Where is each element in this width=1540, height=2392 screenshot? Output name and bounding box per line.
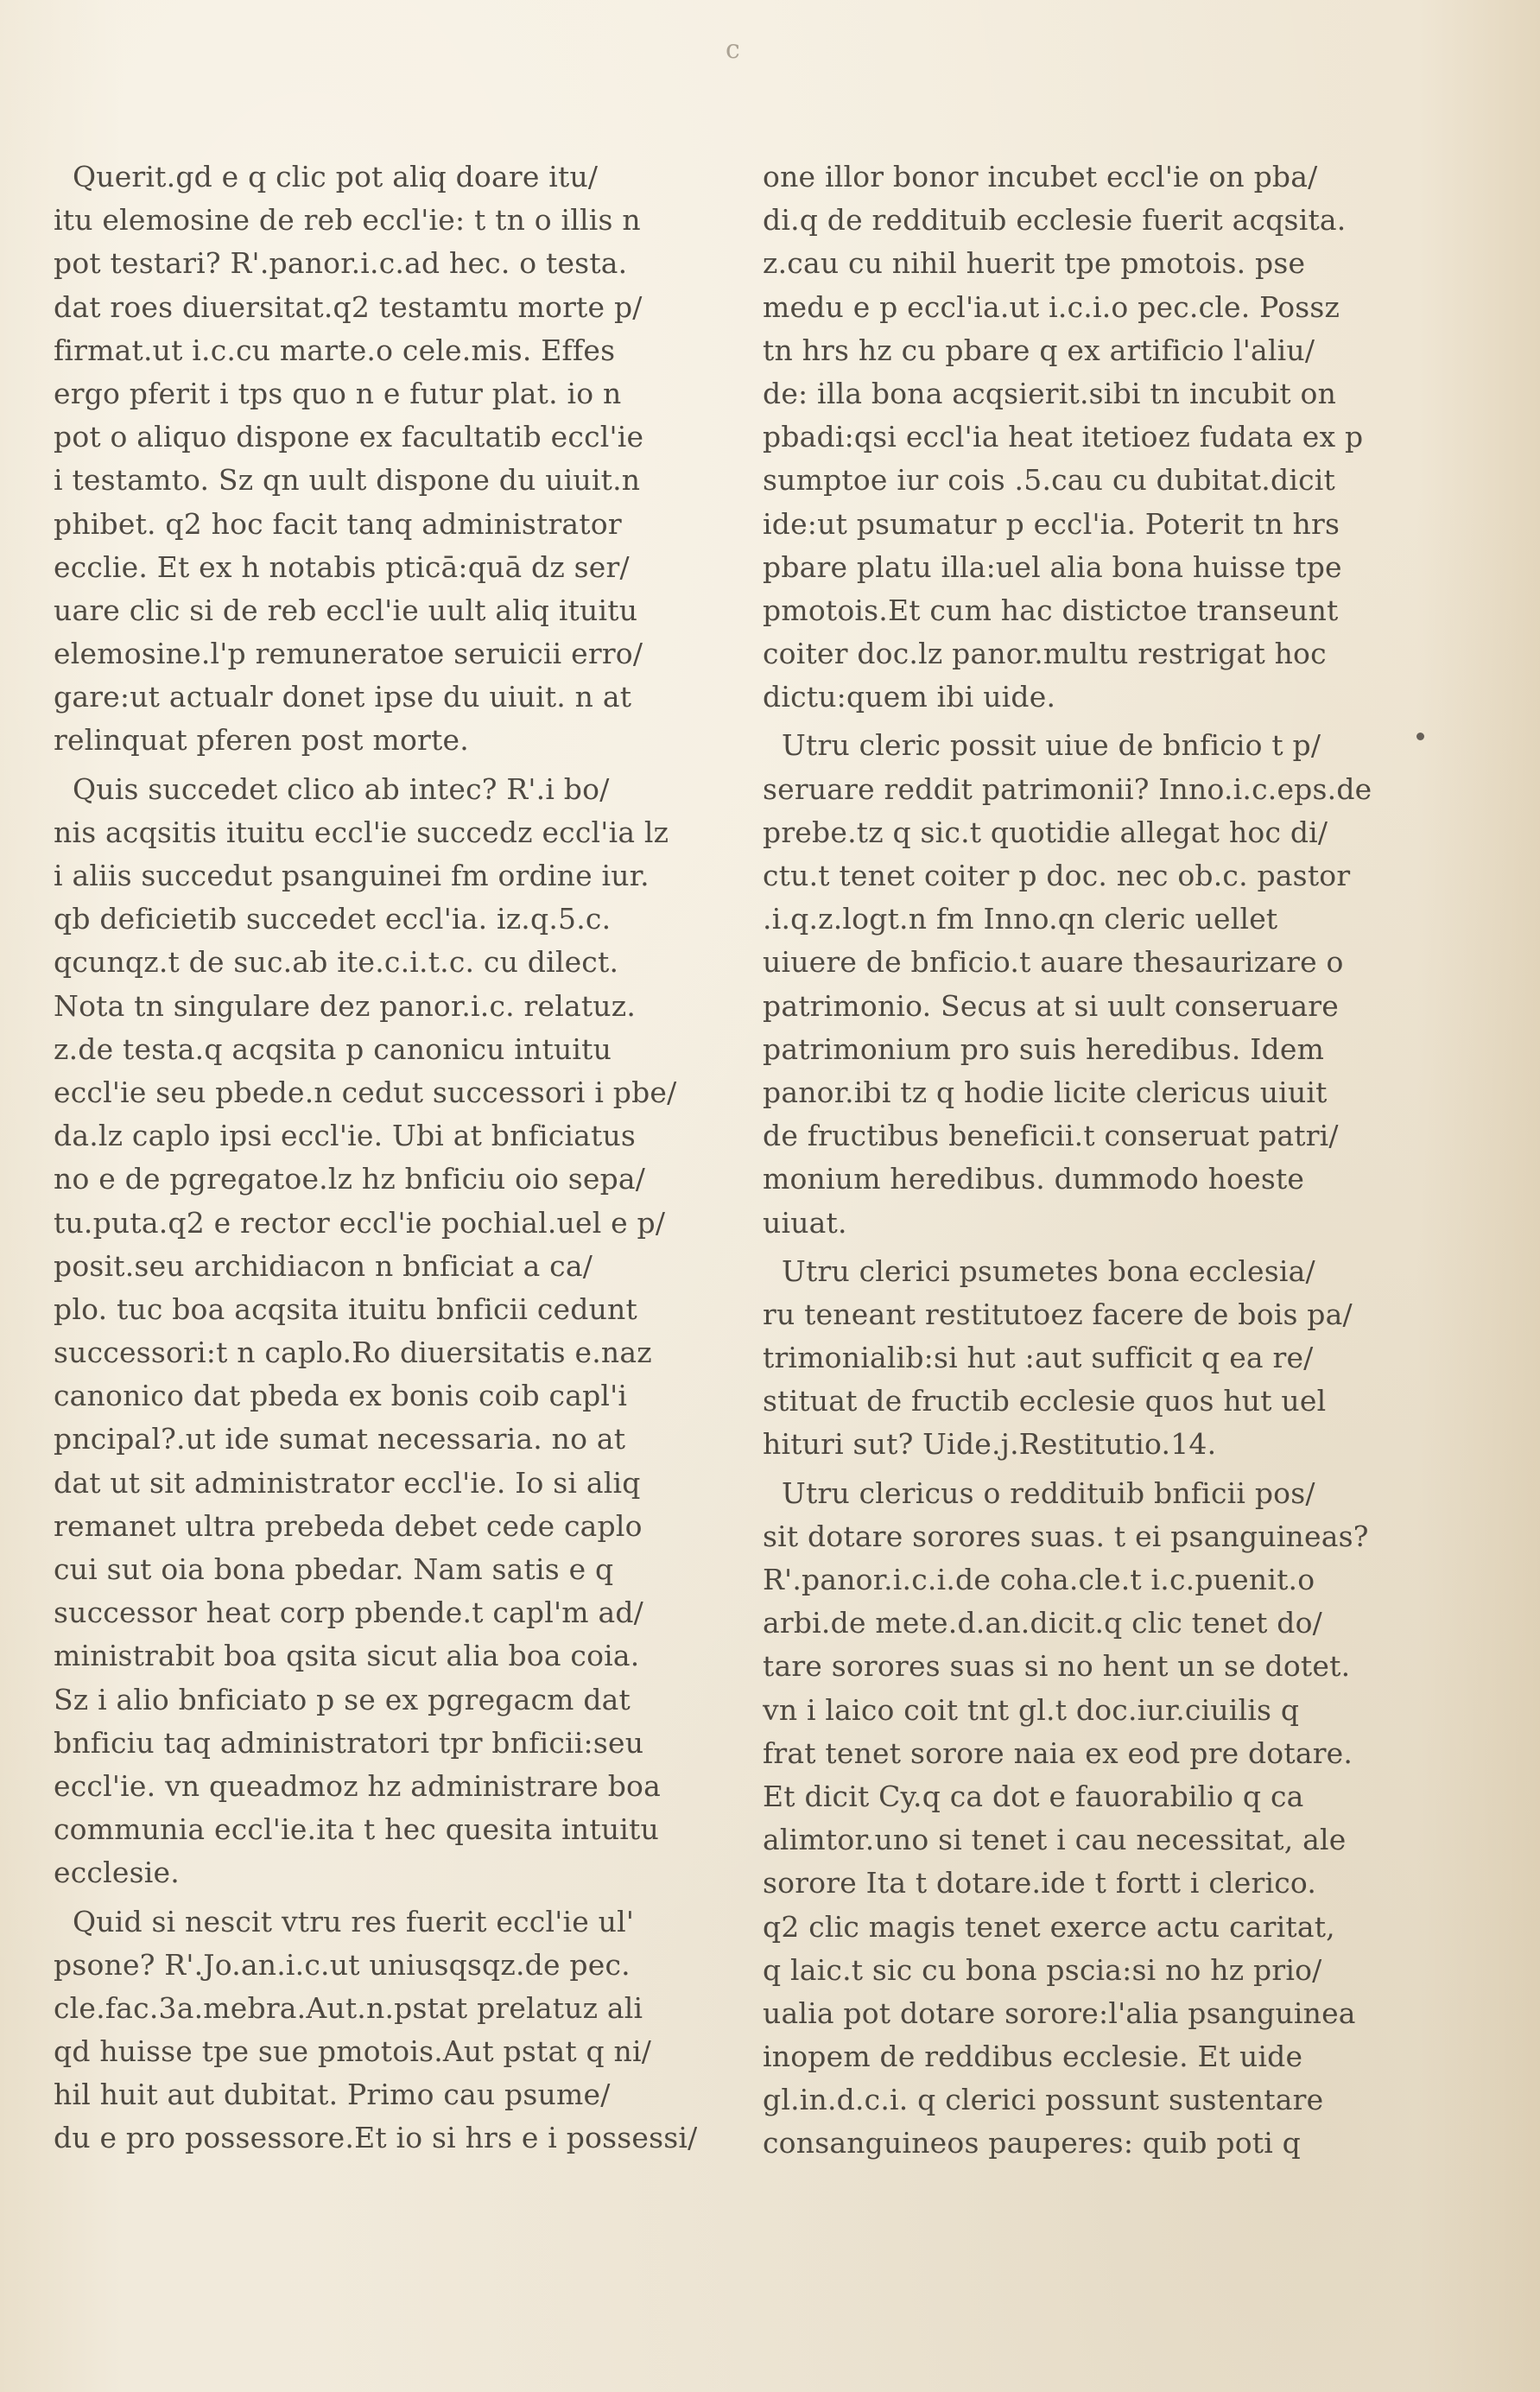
left-column-text-line: qb deficietib succedet eccl'ia. iz.q.5.c. — [54, 902, 612, 936]
right-column-text-line: uiuat. — [763, 1205, 847, 1240]
right-column-text-line: inopem de reddibus ecclesie. Et uide — [763, 2040, 1303, 2074]
right-column-text-line: uiuere de bnficio.t auare thesaurizare o — [763, 945, 1344, 980]
right-column-text-line: q2 clic magis tenet exerce actu caritat, — [763, 1909, 1335, 1944]
right-column-text-line: R'.panor.i.c.i.de coha.cle.t i.c.puenit.o — [763, 1563, 1315, 1596]
left-column-text-line: no e de pgregatoe.lz hz bnficiu oio sepa/ — [54, 1162, 646, 1196]
right-column-text-line: one illor bonor incubet eccl'ie on pba/ — [763, 160, 1318, 194]
right-column-text-line: monium heredibus. dummodo hoeste — [763, 1162, 1305, 1196]
right-column-text-line: pbare platu illa:uel alia bona huisse tpe — [763, 549, 1342, 584]
left-column-text-line: plo. tuc boa acqsita ituitu bnficii cedunt — [54, 1291, 637, 1326]
left-column-text-line: psone? R'.Jo.an.i.c.ut uniusqsqz.de pec. — [54, 1947, 631, 1982]
left-column-text-line: eccl'ie seu pbede.n cedut successori i pbe/ — [54, 1075, 677, 1109]
right-column-text-line: de: illa bona acqsierit.sibi tn incubit on — [763, 376, 1337, 410]
left-column-text-line: du e pro possessore.Et io si hrs e i possessi/ — [54, 2121, 697, 2155]
left-column-text-line: cui sut oia bona pbedar. Nam satis e q — [54, 1552, 614, 1586]
right-column-text-line: ctu.t tenet coiter p doc. nec ob.c. pastor — [763, 859, 1351, 892]
left-column-text-line: Nota tn singulare dez panor.i.c. relatuz. — [54, 988, 637, 1023]
left-column-text-line: communia eccl'ie.ita t hec quesita intuitu — [54, 1812, 659, 1847]
right-column-text-line: .i.q.z.logt.n fm Inno.qn cleric uellet — [763, 902, 1278, 936]
right-column-text-line: coiter doc.lz panor.multu restrigat hoc — [763, 637, 1327, 671]
left-column-text-line: dat ut sit administrator eccl'ie. Io si aliq — [54, 1465, 641, 1500]
left-column-text-line: bnficiu taq administratori tpr bnficii:seu — [54, 1725, 644, 1760]
left-column-text-line: ergo pferit i tps quo n e futur plat. io n — [54, 376, 622, 410]
left-column-text-line: Sz i alio bnficiato p se ex pgregacm dat — [54, 1682, 631, 1716]
right-column-text-line: q laic.t sic cu bona pscia:si no hz prio/ — [763, 1952, 1322, 1987]
left-column-text-line: ecclesie. — [54, 1856, 180, 1890]
left-column-text-line: cle.fac.3a.mebra.Aut.n.pstat prelatuz ali — [54, 1990, 643, 2025]
corner-mark: c — [726, 35, 740, 65]
right-column-text-line: frat tenet sorore naia ex eod pre dotare. — [763, 1735, 1353, 1770]
left-column-text-line: canonico dat pbeda ex bonis coib capl'i — [54, 1379, 628, 1413]
left-column-text-line: pncipal?.ut ide sumat necessaria. no at — [54, 1422, 626, 1456]
right-column-text-line: ualia pot dotare sorore:l'alia psanguinea — [763, 1995, 1356, 2030]
right-column-text-line: vn i laico coit tnt gl.t doc.iur.ciuilis q — [763, 1692, 1300, 1727]
right-column-text-line: sumptoe iur cois .5.cau cu dubitat.dicit — [763, 463, 1335, 498]
left-column-text-line: Quid si nescit vtru res fuerit eccl'ie ul' — [73, 1904, 635, 1938]
right-column-text-line: prebe.tz q sic.t quotidie allegat hoc di/ — [763, 815, 1328, 849]
left-text-column — [54, 155, 697, 2160]
right-column-text-line: tare sorores suas si no hent un se dotet. — [763, 1649, 1351, 1684]
right-column-text-line: pbadi:qsi eccl'ia heat itetioez fudata ex p — [763, 420, 1364, 454]
left-column-text-line: Querit.gd e q clic pot aliq doare itu/ — [73, 160, 599, 194]
left-column-text-line: posit.seu archidiacon n bnficiat a ca/ — [54, 1248, 593, 1283]
right-column-text-line: stituat de fructib ecclesie quos hut uel — [763, 1384, 1327, 1418]
right-column-text-line: trimonialib:si hut :aut sufficit q ea re/ — [763, 1341, 1314, 1375]
right-column-text-line: hituri sut? Uide.j.Restitutio.14. — [763, 1427, 1217, 1462]
left-column-text-line: remanet ultra prebeda debet cede caplo — [54, 1508, 643, 1543]
left-column-text-line: ecclie. Et ex h notabis pticā:quā dz ser/ — [54, 549, 630, 584]
right-column-text-line: medu e p eccl'ia.ut i.c.i.o pec.cle. Possz — [763, 289, 1340, 324]
left-column-text-line: eccl'ie. vn queadmoz hz administrare boa — [54, 1768, 661, 1803]
left-column-text-line: nis acqsitis ituitu eccl'ie succedz eccl'ia lz — [54, 815, 669, 849]
right-column-text-line: dictu:quem ibi uide. — [763, 680, 1056, 714]
right-column-text-line: sit dotare sorores suas. t ei psanguineas? — [763, 1519, 1369, 1553]
right-column-text-line: Utru clerici psumetes bona ecclesia/ — [782, 1253, 1315, 1288]
left-column-text-line: ministrabit boa qsita sicut alia boa coia. — [54, 1639, 640, 1673]
left-column-text-line: phibet. q2 hoc facit tanq administrator — [54, 506, 622, 541]
left-column-text-line: gare:ut actualr donet ipse du uiuit. n at — [54, 680, 632, 714]
right-column-text-line: sorore Ita t dotare.ide t fortt i clerico. — [763, 1866, 1317, 1900]
right-column-text-line: Et dicit Cy.q ca dot e fauorabilio q ca — [763, 1779, 1304, 1813]
right-column-text-line: patrimonio. Secus at si uult conseruare — [763, 988, 1340, 1023]
left-column-text-line: elemosine.l'p remuneratoe seruicii erro/ — [54, 637, 643, 671]
right-column-text-line: tn hrs hz cu pbare q ex artificio l'aliu/ — [763, 333, 1315, 367]
left-column-text-line: z.de testa.q acqsita p canonicu intuitu — [54, 1031, 612, 1066]
right-text-column — [763, 155, 1406, 2166]
left-column-text-line: dat roes diuersitat.q2 testamtu morte p/ — [54, 289, 643, 324]
left-column-text-line: itu elemosine de reb eccl'ie: t tn o illis n — [54, 203, 641, 238]
left-column-text-line: hil huit aut dubitat. Primo cau psume/ — [54, 2078, 611, 2112]
left-column-text-line: relinquat pferen post morte. — [54, 723, 469, 758]
left-column-text-line: Quis succedet clico ab intec? R'.i bo/ — [73, 771, 610, 806]
right-column-text-line: Utru clericus o reddituib bnficii pos/ — [782, 1475, 1315, 1510]
left-column-text-line: tu.puta.q2 e rector eccl'ie pochial.uel e p/ — [54, 1205, 666, 1240]
left-column-text-line: pot testari? R'.panor.i.c.ad hec. o testa. — [54, 246, 628, 281]
left-column-text-line: successor heat corp pbende.t capl'm ad/ — [54, 1596, 643, 1630]
right-column-text-line: Utru cleric possit uiue de bnficio t p/ — [782, 728, 1321, 763]
right-column-text-line: di.q de reddituib ecclesie fuerit acqsita. — [763, 203, 1347, 238]
right-column-text-line: patrimonium pro suis heredibus. Idem — [763, 1031, 1325, 1066]
right-column-text-line: pmotois.Et cum hac distictoe transeunt — [763, 593, 1339, 627]
right-column-text-line: arbi.de mete.d.an.dicit.q clic tenet do/ — [763, 1606, 1322, 1640]
left-column-text-line: firmat.ut i.c.cu marte.o cele.mis. Effes — [54, 333, 616, 367]
right-column-text-line: seruare reddit patrimonii? Inno.i.c.eps.de — [763, 771, 1372, 806]
left-column-text-line: qcunqz.t de suc.ab ite.c.i.t.c. cu dilect. — [54, 945, 619, 980]
right-column-text-line: ide:ut psumatur p eccl'ia. Poterit tn hrs — [763, 506, 1340, 541]
right-column-text-line: de fructibus beneficii.t conseruat patri/ — [763, 1119, 1339, 1153]
right-column-text-line: ru teneant restitutoez facere de bois pa/ — [763, 1297, 1353, 1331]
right-column-text-line: alimtor.uno si tenet i cau necessitat, ale — [763, 1823, 1347, 1857]
left-column-text-line: pot o aliquo dispone ex facultatib eccl'ie — [54, 420, 644, 454]
left-column-text-line: uare clic si de reb eccl'ie uult aliq ituitu — [54, 593, 638, 627]
right-column-text-line: consanguineos pauperes: quib poti q — [763, 2126, 1301, 2160]
left-column-text-line: successori:t n caplo.Ro diuersitatis e.naz — [54, 1336, 652, 1370]
left-column-text-line: da.lz caplo ipsi eccl'ie. Ubi at bnficiatus — [54, 1119, 637, 1153]
left-column-text-line: i testamto. Sz qn uult dispone du uiuit.n — [54, 463, 641, 498]
ink-spot — [1416, 733, 1424, 740]
right-column-text-line: z.cau cu nihil huerit tpe pmotois. pse — [763, 246, 1306, 281]
right-column-text-line: panor.ibi tz q hodie licite clericus uiuit — [763, 1075, 1328, 1109]
right-column-text-line: gl.in.d.c.i. q clerici possunt sustentare — [763, 2083, 1324, 2117]
left-column-text-line: i aliis succedut psanguinei fm ordine iur. — [54, 859, 650, 892]
left-column-text-line: qd huisse tpe sue pmotois.Aut pstat q ni/ — [54, 2034, 652, 2069]
